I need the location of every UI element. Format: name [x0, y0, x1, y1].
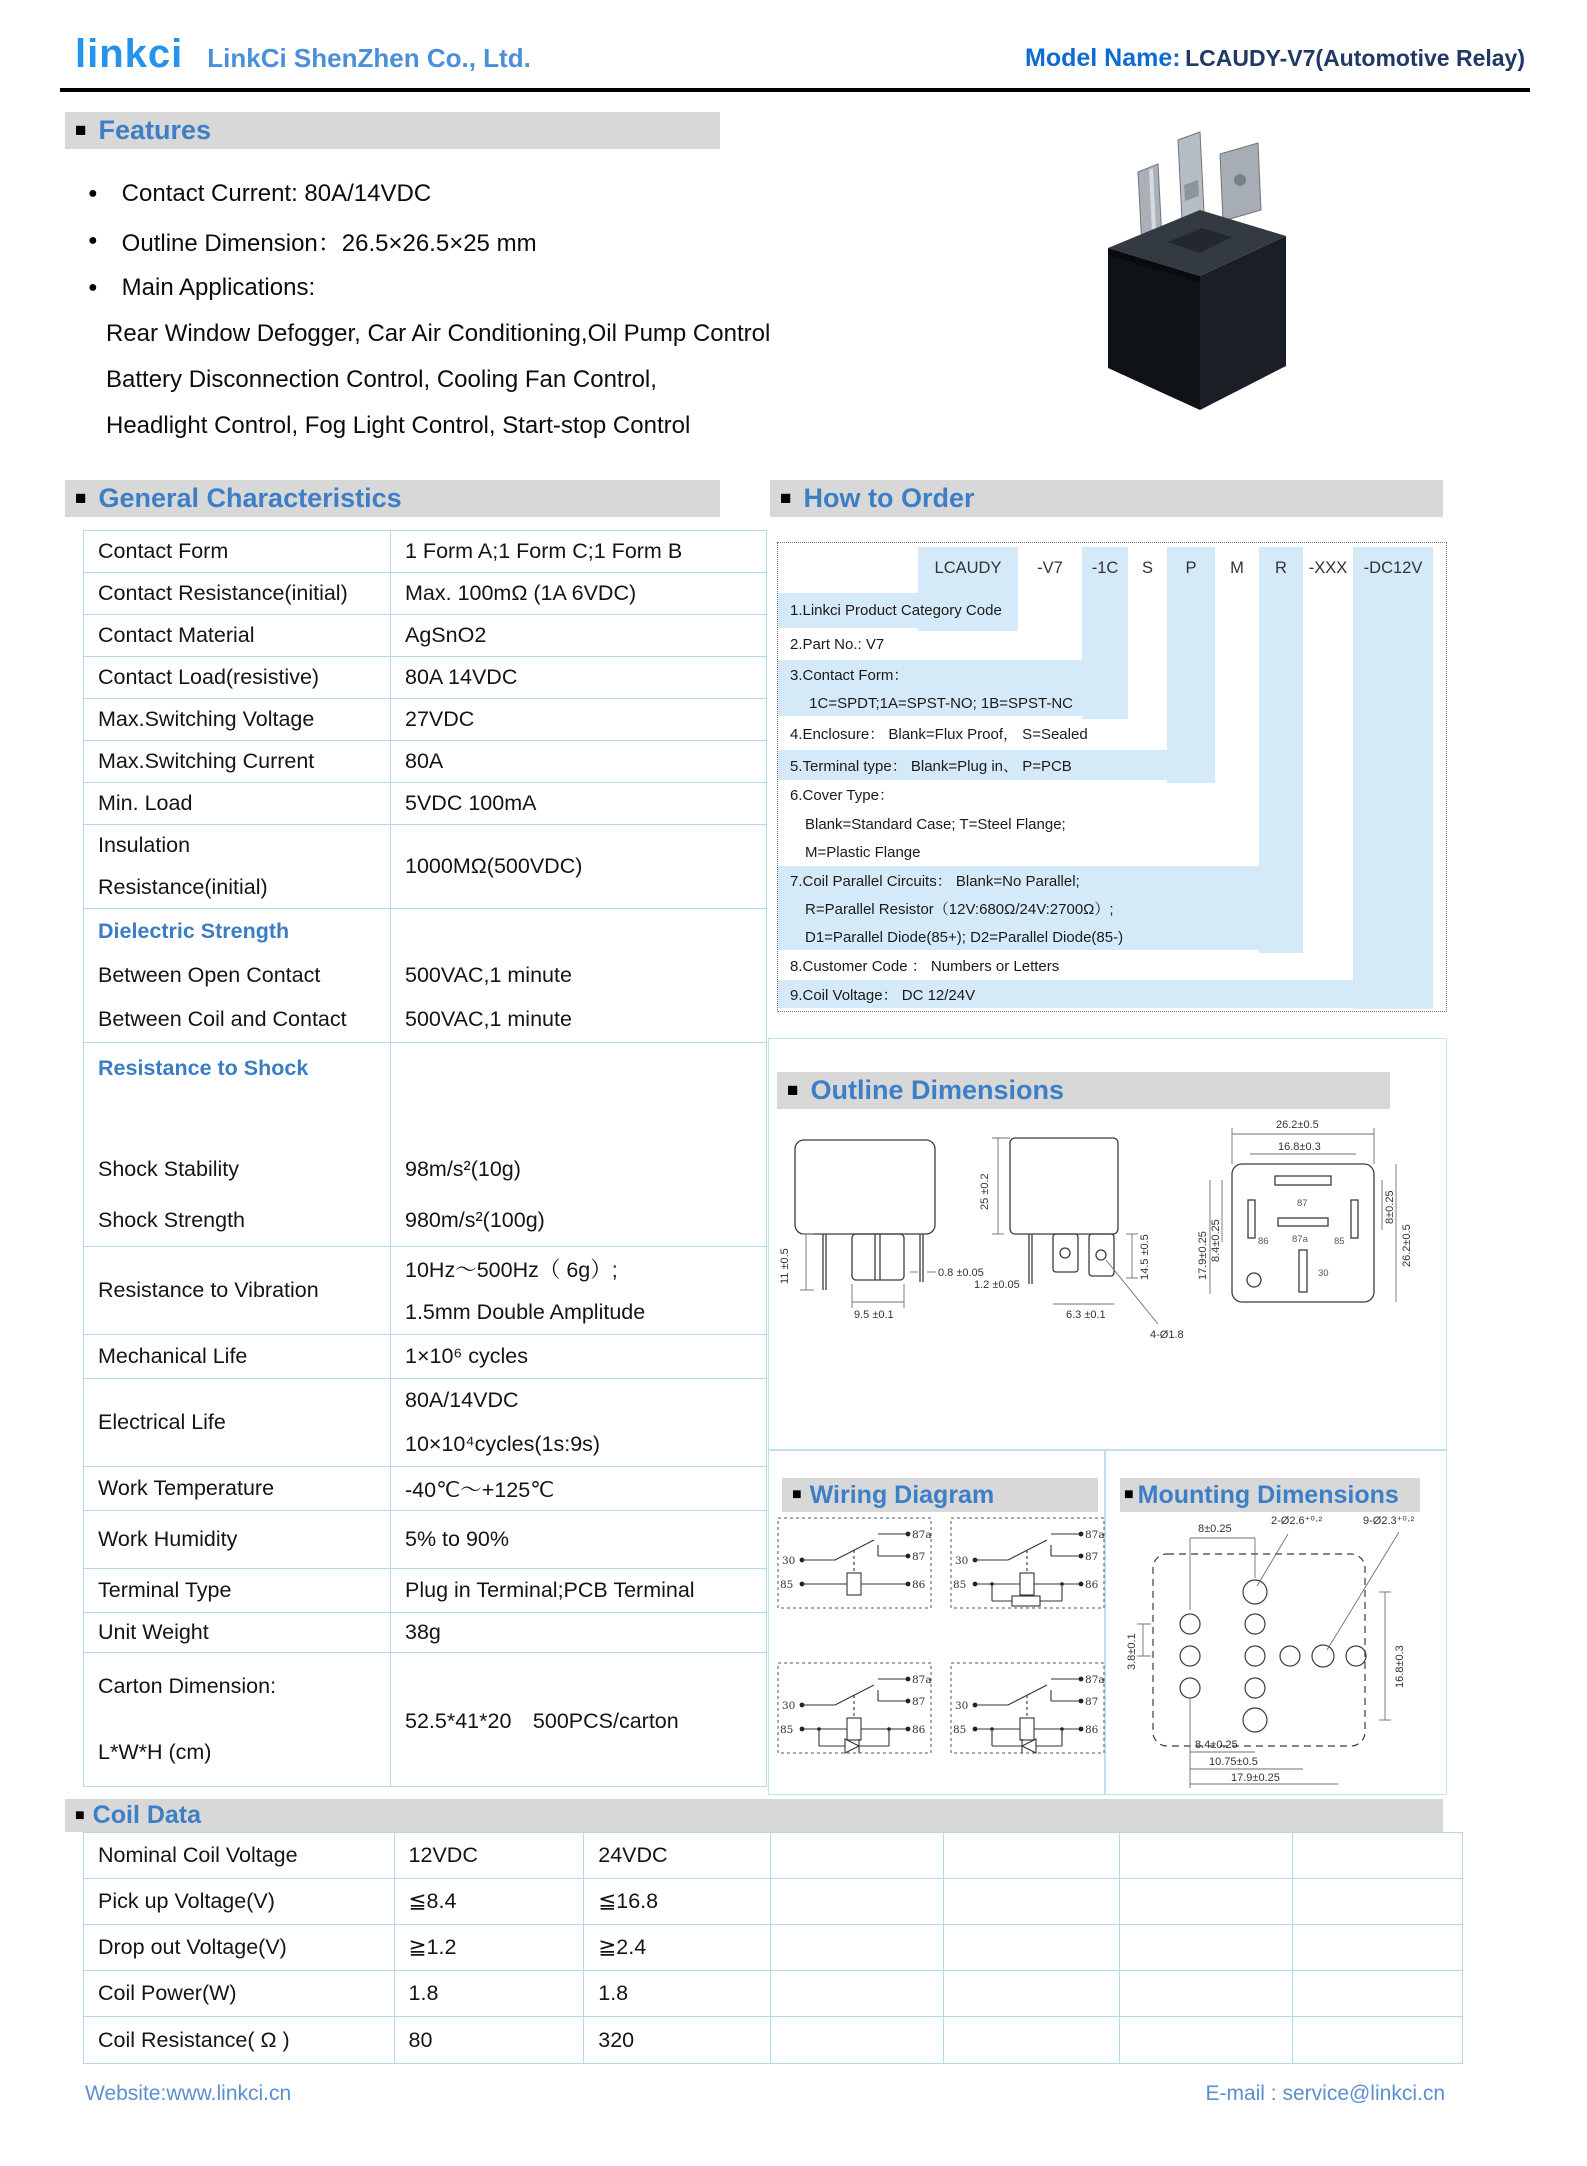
order-code: -XXX: [1308, 559, 1348, 577]
table-row: [84, 1043, 766, 1247]
header-rule: [60, 88, 1530, 92]
dim-label: 16.8±0.3: [1278, 1141, 1321, 1153]
table-cell: 1.8: [395, 1971, 585, 2016]
table-cell-label: Resistance to Vibration: [84, 1247, 391, 1334]
section-marker-icon: ■: [787, 1080, 799, 1101]
table-cell: 1.8: [584, 1971, 771, 2016]
table-cell: [771, 1879, 944, 1924]
table-cell-label: Contact Resistance(initial): [84, 573, 391, 614]
dim-label: 17.9±0.25: [1231, 1772, 1280, 1784]
svg-text:87a: 87a: [912, 1674, 932, 1686]
table-cell-value: 5% to 90%: [405, 1527, 509, 1551]
table-cell-value: 80A: [405, 749, 444, 773]
order-row: 4.Enclosure： Blank=Flux Proof， S=Sealed: [790, 725, 1088, 743]
table-cell: Nominal Coil Voltage: [84, 1833, 395, 1878]
table-cell-value: 27VDC: [405, 707, 475, 731]
table-cell: Pick up Voltage(V): [84, 1879, 395, 1924]
table-row: [84, 1613, 766, 1653]
table-cell: [944, 1925, 1121, 1970]
application-line: Headlight Control, Fog Light Control, Start-stop Control: [106, 412, 691, 439]
features-list: [88, 170, 770, 449]
dim-label: 14.5 ±0.5: [1139, 1234, 1151, 1280]
table-cell: 12VDC: [395, 1833, 585, 1878]
svg-text:87: 87: [1085, 1696, 1099, 1708]
dim-label: 3.8±0.1: [1126, 1633, 1138, 1670]
table-cell-value: 38g: [405, 1620, 441, 1644]
brand-logo: linkci: [75, 32, 184, 76]
svg-text:85: 85: [953, 1579, 967, 1591]
table-row: [84, 783, 766, 825]
pin-label: 87: [1297, 1198, 1308, 1209]
order-code: S: [1141, 559, 1153, 577]
table-row: [84, 531, 766, 573]
model-value: LCAUDY-V7(Automotive Relay): [1185, 45, 1525, 71]
table-cell-label: Work Temperature: [84, 1467, 391, 1510]
svg-text:86: 86: [1085, 1724, 1099, 1736]
header: [75, 32, 531, 77]
order-description-rows: [778, 593, 1446, 1008]
table-cell-label: Contact Material: [84, 615, 391, 656]
section-header-coil: [65, 1799, 1443, 1832]
table-cell: Coil Resistance( Ω ): [84, 2017, 395, 2063]
coil-data-table: [83, 1832, 1463, 2064]
table-row: [84, 1653, 766, 1786]
feature-text: Main Applications:: [121, 273, 316, 301]
svg-text:87a: 87a: [1085, 1529, 1105, 1541]
table-cell-label: Max.Switching Voltage: [84, 699, 391, 740]
table-cell: Drop out Voltage(V): [84, 1925, 395, 1970]
svg-text:87a: 87a: [912, 1529, 932, 1541]
section-marker-icon: ■: [792, 1486, 802, 1503]
table-cell: [944, 1879, 1121, 1924]
table-cell-value: 500VAC,1 minute 500VAC,1 minute: [405, 962, 572, 1032]
table-cell-value: 5VDC 100mA: [405, 791, 537, 815]
table-cell: [944, 1833, 1121, 1878]
table-cell: Coil Power(W): [84, 1971, 395, 2016]
table-cell-label: Min. Load: [84, 783, 391, 824]
model-label: Model Name:: [1025, 44, 1181, 72]
table-cell-label: Max.Switching Current: [84, 741, 391, 782]
order-code: P: [1185, 559, 1197, 577]
outline-dimension-drawings: [770, 1112, 1460, 1412]
table-row: [84, 1379, 766, 1467]
svg-text:30: 30: [782, 1555, 796, 1567]
table-cell: [771, 1833, 944, 1878]
table-cell-value: AgSnO2: [405, 623, 487, 647]
table-cell: [944, 2017, 1121, 2063]
section-title-general: General Characteristics: [98, 483, 402, 513]
svg-text:30: 30: [955, 1555, 969, 1567]
table-cell-label: Electrical Life: [84, 1379, 391, 1466]
table-cell-value: 1 Form A;1 Form C;1 Form B: [405, 539, 683, 563]
table-row: [84, 1335, 766, 1379]
section-title-order: How to Order: [803, 483, 975, 513]
table-cell: [1293, 1879, 1462, 1924]
section-title-mounting: Mounting Dimensions: [1137, 1480, 1399, 1509]
dim-label: 26.2±0.5: [1276, 1119, 1319, 1131]
dim-label: 1.2 ±0.05: [974, 1279, 1020, 1291]
feature-text: Outline Dimension：26.5×26.5×25 mm: [121, 230, 537, 257]
table-row: [84, 1925, 1462, 1971]
svg-text:85: 85: [780, 1724, 794, 1736]
section-header-features: [65, 112, 720, 149]
table-cell: [1120, 1925, 1293, 1970]
dim-label: 17.9±0.25: [1197, 1231, 1209, 1280]
section-header-order: [770, 480, 1443, 517]
svg-text:87: 87: [912, 1696, 926, 1708]
table-row: [84, 1879, 1462, 1925]
model-name: [1025, 44, 1525, 73]
svg-text:30: 30: [782, 1700, 796, 1712]
table-cell: 24VDC: [584, 1833, 771, 1878]
order-row: 6.Cover Type： Blank=Standard Case; T=Steel Flange; M=Plastic Flange: [790, 786, 1066, 862]
section-marker-icon: ■: [75, 120, 87, 141]
feature-text: Contact Current: 80A/14VDC: [121, 179, 432, 207]
table-row: [84, 909, 766, 1043]
wiring-diagrams: [772, 1512, 1107, 1762]
section-marker-icon: ■: [75, 1806, 85, 1824]
table-cell-label: Work Humidity: [84, 1511, 391, 1568]
application-line: Rear Window Defogger, Car Air Conditioning,Oil Pump Control: [106, 320, 771, 347]
table-cell: ≧1.2: [395, 1925, 585, 1970]
feature-item: [88, 170, 770, 217]
section-marker-icon: ■: [780, 488, 792, 509]
table-row: [84, 1971, 1462, 2017]
wiring-diagram-plain: [778, 1518, 932, 1608]
table-cell: [1120, 1833, 1293, 1878]
table-cell-value: 52.5*41*20 500PCS/carton: [405, 1709, 679, 1733]
section-title-outline: Outline Dimensions: [810, 1075, 1065, 1105]
dim-label: 11 ±0.5: [779, 1248, 791, 1284]
dim-label: 9.5 ±0.1: [854, 1309, 894, 1321]
table-row: [84, 1511, 766, 1569]
company-name: LinkCi ShenZhen Co., Ltd.: [207, 43, 531, 73]
dim-label: 16.8±0.3: [1394, 1645, 1406, 1688]
table-cell: [1120, 1879, 1293, 1924]
pin-label: 87a: [1292, 1234, 1308, 1245]
order-row: 1.Linkci Product Category Code: [778, 593, 1446, 628]
section-title-wiring: Wiring Diagram: [809, 1480, 995, 1509]
table-cell-label: Dielectric Strength Between Open Contact Between Coil and Contact: [84, 909, 391, 1042]
table-cell: [944, 1971, 1121, 2016]
general-characteristics-table: [83, 530, 767, 1787]
svg-text:86: 86: [912, 1724, 926, 1736]
table-cell-label: Carton Dimension: L*W*H (cm): [84, 1653, 391, 1786]
order-code: LCAUDY: [934, 559, 1002, 577]
dim-label: 26.2±0.5: [1401, 1224, 1413, 1267]
section-header-outline: [777, 1072, 1390, 1109]
table-cell-label: Mechanical Life: [84, 1335, 391, 1378]
relay-photo: [1080, 110, 1310, 420]
table-cell: [1120, 2017, 1293, 2063]
feature-item: [88, 264, 770, 311]
feature-item: [88, 217, 770, 264]
dim-label: 10.75±0.5: [1209, 1756, 1258, 1768]
table-cell: ≦16.8: [584, 1879, 771, 1924]
application-line: Battery Disconnection Control, Cooling Fan Control,: [106, 366, 657, 393]
table-cell: [1120, 1971, 1293, 2016]
table-cell-label: Contact Load(resistive): [84, 657, 391, 698]
dim-label: 6.3 ±0.1: [1066, 1309, 1106, 1321]
table-row: [84, 657, 766, 699]
section-marker-icon: ■: [1124, 1486, 1134, 1503]
table-cell: [1293, 1925, 1462, 1970]
section-header-general: [65, 480, 720, 517]
table-row: [84, 2017, 1462, 2063]
table-cell: [771, 1971, 944, 2016]
dim-label: 8.4±0.25: [1195, 1739, 1238, 1751]
order-row: 8.Customer Code ： Numbers or Letters: [790, 957, 1060, 975]
svg-text:85: 85: [780, 1579, 794, 1591]
order-row: 3.Contact Form： 1C=SPDT;1A=SPST-NO; 1B=SPST-NC: [778, 660, 1446, 716]
bullet-icon: ●: [88, 278, 98, 296]
table-cell-label: Resistance to Shock Shock Stability Shock Strength: [84, 1043, 391, 1246]
table-cell-value: Max. 100mΩ (1A 6VDC): [405, 581, 637, 605]
table-cell: 320: [584, 2017, 771, 2063]
table-cell: [1293, 2017, 1462, 2063]
svg-text:87: 87: [912, 1551, 926, 1563]
table-row: [84, 615, 766, 657]
table-cell-value: 80A 14VDC: [405, 665, 518, 689]
svg-text:86: 86: [912, 1579, 926, 1591]
table-cell-label: Contact Form: [84, 531, 391, 572]
dim-label: 0.8 ±0.05: [938, 1267, 984, 1279]
bullet-icon: ●: [88, 231, 98, 249]
order-code: R: [1275, 559, 1287, 577]
order-code-row: [778, 543, 1446, 593]
table-cell: [1293, 1971, 1462, 2016]
dim-label: 4-Ø1.8: [1150, 1329, 1184, 1341]
table-row: [84, 741, 766, 783]
order-row: 2.Part No.: V7: [790, 635, 885, 653]
table-row: [84, 825, 766, 909]
order-row: 5.Terminal type： Blank=Plug in、 P=PCB: [778, 750, 1446, 780]
wiring-diagram-resistor: [951, 1518, 1105, 1608]
pin-label: 86: [1258, 1236, 1269, 1247]
dim-label: 2-Ø2.6⁺⁰·²: [1271, 1515, 1323, 1527]
table-cell-label: Unit Weight: [84, 1613, 391, 1652]
section-header-wiring: [782, 1478, 1098, 1512]
bullet-icon: ●: [88, 184, 98, 202]
table-row: [84, 1569, 766, 1613]
table-cell: [771, 1925, 944, 1970]
table-cell: ≦8.4: [395, 1879, 585, 1924]
svg-text:30: 30: [955, 1700, 969, 1712]
order-row: 7.Coil Parallel Circuits： Blank=No Parallel; R=Parallel Resistor（12V:680Ω/24V:2700Ω）; D1=Parallel Diode(85+); D2=Parallel Diode(85-): [778, 866, 1446, 950]
table-cell-label: Terminal Type: [84, 1569, 391, 1612]
table-cell: ≧2.4: [584, 1925, 771, 1970]
svg-text:86: 86: [1085, 1579, 1099, 1591]
table-row: [84, 1467, 766, 1511]
table-cell-value: -40℃～+125℃: [405, 1478, 555, 1502]
dim-label: 8±0.25: [1198, 1523, 1232, 1535]
table-row: [84, 573, 766, 615]
pin-label: 30: [1318, 1268, 1329, 1279]
table-cell-value: 1000MΩ(500VDC): [405, 854, 583, 878]
table-cell-value: 1×10⁶ cycles: [405, 1344, 528, 1368]
dim-label: 8.4±0.25: [1210, 1219, 1222, 1262]
table-row: [84, 1247, 766, 1335]
table-cell: 80: [395, 2017, 585, 2063]
table-cell-value: 98m/s²(10g) 980m/s²(100g): [405, 1157, 545, 1233]
order-row: 9.Coil Voltage： DC 12/24V: [778, 980, 1446, 1008]
dim-label: 8±0.25: [1384, 1190, 1396, 1224]
order-code: -V7: [1037, 559, 1063, 577]
table-row: [84, 1833, 1462, 1879]
order-code: M: [1230, 559, 1244, 577]
table-row: [84, 699, 766, 741]
section-title-features: Features: [98, 115, 212, 145]
dim-label: 9-Ø2.3⁺⁰·²: [1363, 1515, 1415, 1527]
section-marker-icon: ■: [75, 488, 87, 509]
wiring-diagram-diode-left: [951, 1663, 1105, 1753]
svg-text:85: 85: [953, 1724, 967, 1736]
table-cell-value: 80A/14VDC 10×10⁴cycles(1s:9s): [405, 1388, 601, 1456]
order-code: -1C: [1091, 559, 1119, 577]
table-cell-value: Plug in Terminal;PCB Terminal: [405, 1578, 695, 1602]
table-cell-label: Insulation Resistance(initial): [84, 825, 391, 908]
section-title-coil: Coil Data: [92, 1801, 202, 1829]
order-code: -DC12V: [1363, 559, 1423, 577]
table-cell-value: 10Hz～500Hz（ 6g）; 1.5mm Double Amplitude: [405, 1258, 646, 1324]
svg-text:87: 87: [1085, 1551, 1099, 1563]
wiring-diagram-diode-right: [778, 1663, 932, 1753]
table-cell: [771, 2017, 944, 2063]
table-cell: [1293, 1833, 1462, 1878]
mounting-dimension-drawing: [1113, 1492, 1448, 1792]
how-to-order-box: [777, 542, 1447, 1012]
svg-text:87a: 87a: [1085, 1674, 1105, 1686]
footer-website: Website:www.linkci.cn: [85, 2082, 292, 2105]
pin-label: 85: [1334, 1236, 1345, 1247]
dim-label: 25 ±0.2: [979, 1173, 991, 1210]
footer-email: E-mail : service@linkci.cn: [1205, 2082, 1445, 2105]
